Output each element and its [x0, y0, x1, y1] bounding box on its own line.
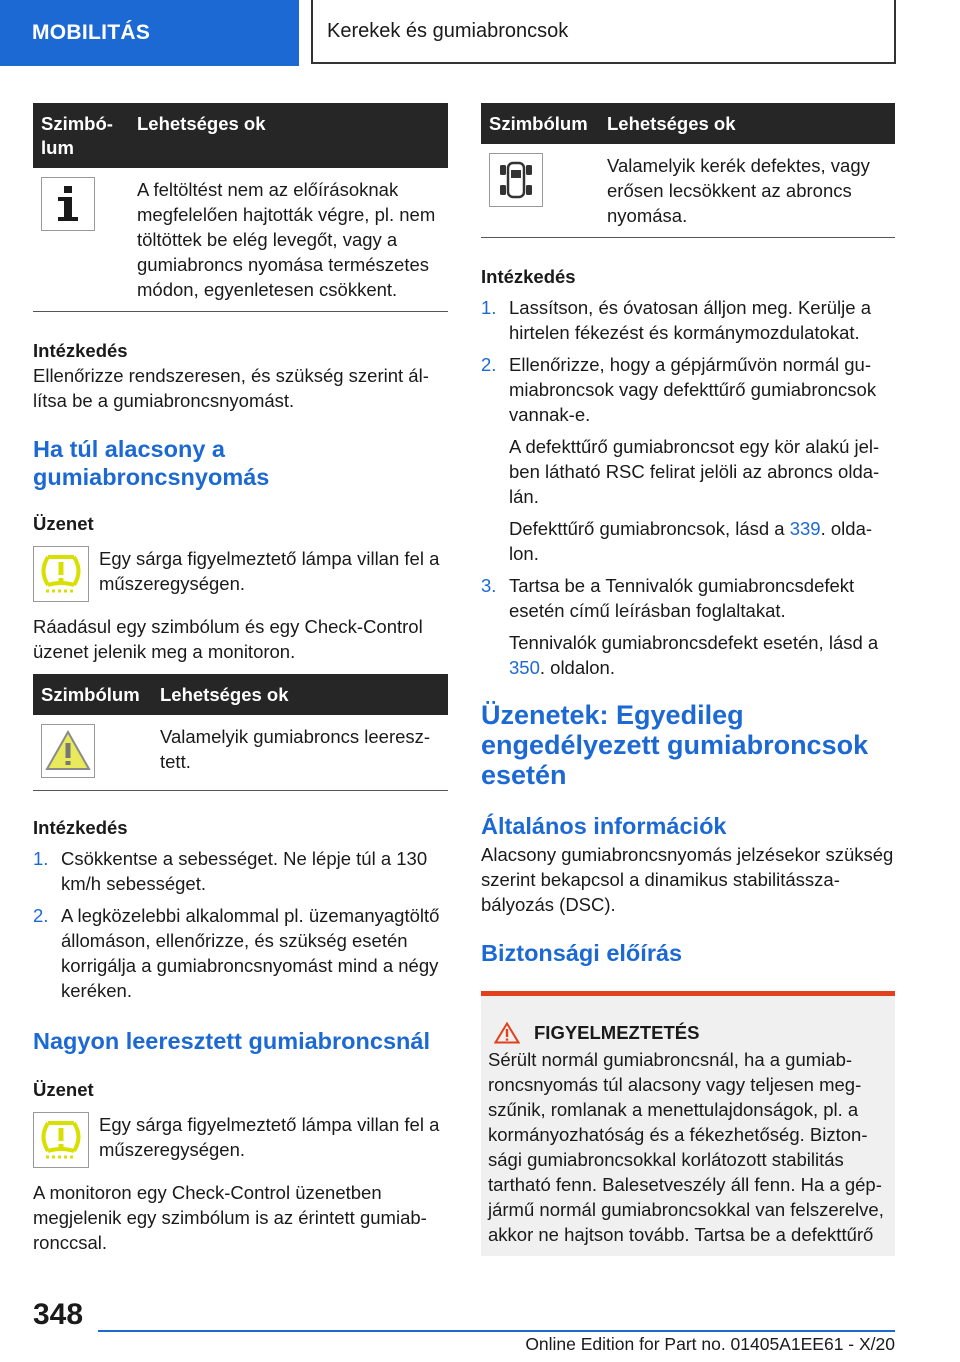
table-header-cause: Lehetséges ok	[599, 103, 895, 144]
step-text: Tartsa be a Tennivalók gumiabroncsdefekt esetén című leírásban foglaltakat.	[509, 575, 855, 621]
footer-divider	[98, 1330, 895, 1332]
list-item	[481, 295, 895, 345]
step-note: A defekttűrő gumiabroncsot egy kör alakú jelben látható RSC felirat jelöli az abroncs oldalán.	[509, 436, 880, 507]
cause-text: A feltöltést nem az előírásoknak megfelelően hajtották végre, pl. nem töltöttek be elég levegőt, vagy a gumiabroncs nyomása természetes módon, egyenletesen csökkent.	[129, 168, 448, 312]
step-number: 1.	[481, 297, 497, 318]
message-row	[33, 546, 448, 602]
message-text: Egy sárga figyelmeztető lámpa villan fel a műszeregységen.	[99, 548, 440, 594]
step-number: 2.	[33, 905, 49, 926]
step-note	[509, 630, 895, 680]
list-item	[481, 352, 895, 566]
table-header-symbol: Szimbólum	[33, 103, 129, 168]
cause-text: Valamelyik kerék defektes, vagy erősen lecsökkent az abroncs nyomása.	[599, 144, 895, 238]
warning-text: Sérült normál gumiabroncsnál, ha a gumiabroncsnyomás túl alacsony vagy teljesen megszűnik, romlanak a menettulajdonságok, pl. a kormányozhatóság és a fékezhetőség. Biztonsági gumiabroncsokkal korlátozott stabilitás tartható fenn. Balesetveszély áll fenn. Ha a gépjármű normál gumiabroncsokkal van felszerelve, akkor ne hajtson tovább. Tartsa be a defekttűrő	[488, 1049, 884, 1245]
message-row	[33, 1112, 448, 1168]
symbol-table-info	[33, 103, 448, 312]
warning-triangle-icon	[494, 1022, 520, 1044]
section-title-flat: Nagyon leeresztett gumiabroncsnál	[33, 1028, 430, 1054]
note-text: Tennivalók gumiabroncsdefekt esetén, lásd a	[509, 632, 879, 653]
list-item	[481, 573, 895, 680]
action-heading: Intézkedés	[33, 340, 128, 361]
step-number: 1.	[33, 848, 49, 869]
car-tire-icon	[489, 153, 543, 207]
page-header	[0, 0, 960, 66]
message-extra: A monitoron egy Check-Control üzenetben megjelenik egy szimbólum is az érintett gumiabronccsal.	[33, 1182, 427, 1253]
table-header-symbol: Szimbólum	[33, 674, 152, 715]
action-heading: Intézkedés	[481, 266, 576, 287]
right-column	[481, 103, 895, 1256]
cause-text: Valamelyik gumiabroncs leeresztett.	[152, 715, 448, 791]
step-note	[509, 516, 895, 566]
table-header-cause: Lehetséges ok	[129, 103, 448, 168]
subsection-title-safety: Biztonsági előírás	[481, 940, 683, 966]
footer-edition: Online Edition for Part no. 01405A1EE61 - X/20	[525, 1334, 895, 1354]
symbol-table-flat	[33, 674, 448, 791]
table-header-cause: Lehetséges ok	[152, 674, 448, 715]
list-item	[33, 903, 448, 1003]
message-text: Egy sárga figyelmeztető lámpa villan fel a műszeregységen.	[99, 1114, 440, 1160]
section-title-approved-tires: Üzenetek: Egyedileg engedélyezett gumiabroncsok esetén	[481, 700, 869, 790]
note-text: Defekttűrő gumiabroncsok, lásd a	[509, 518, 790, 539]
table-row	[33, 168, 448, 312]
step-text: Csökkentse a sebességet. Ne lépje túl a 130 km/h sebességet.	[61, 848, 428, 894]
list-item	[33, 846, 448, 896]
action-text: Ellenőrizze rendszeresen, és szükség szerint állítsa be a gumiabroncsnyomást.	[33, 365, 429, 411]
table-row	[33, 715, 448, 791]
symbol-table-tire	[481, 103, 895, 238]
table-header-symbol: Szimbólum	[481, 103, 599, 144]
step-number: 2.	[481, 354, 497, 375]
section-title-low-pressure: Ha túl alacsony a gumiabroncsnyomás	[33, 436, 270, 490]
warning-triangle-icon	[41, 724, 95, 778]
message-heading: Üzenet	[33, 513, 94, 534]
info-icon	[41, 177, 95, 231]
page-link-350[interactable]: 350	[509, 657, 540, 678]
message-extra: Ráadásul egy szimbólum és egy Check-Control üzenet jelenik meg a monitoron.	[33, 616, 423, 662]
warning-box	[481, 991, 895, 1256]
general-text: Alacsony gumiabroncsnyomás jelzésekor szükség szerint bekapcsol a dinamikus stabilitásszabályozás (DSC).	[481, 844, 894, 915]
left-column	[33, 103, 448, 1255]
chapter-title: Kerekek és gumiabroncsok	[311, 0, 896, 64]
note-text: . oldalon.	[509, 518, 873, 564]
page-number: 348	[33, 1298, 84, 1331]
action-steps	[481, 295, 895, 680]
action-heading: Intézkedés	[33, 817, 128, 838]
step-number: 3.	[481, 575, 497, 596]
message-heading: Üzenet	[33, 1079, 94, 1100]
step-text: A legközelebbi alkalommal pl. üzemanyagtöltő állomáson, ellenőrizze, és szükség esetén korrigálja a gumiabroncsnyomást mind a négy keréken.	[61, 905, 440, 1001]
section-tab[interactable]: MOBILITÁS	[0, 0, 299, 66]
tpms-warning-lamp-icon	[33, 546, 89, 602]
action-steps	[33, 846, 448, 1003]
page-link-339[interactable]: 339	[789, 518, 821, 539]
table-row	[481, 144, 895, 238]
step-text: Lassítson, és óvatosan álljon meg. Kerülje a hirtelen fékezést és kormánymozdulatokat.	[509, 297, 871, 343]
step-text: Ellenőrizze, hogy a gépjárművön normál gumiabroncsok vagy defekttűrő gumiabroncsok vannak-e.	[509, 354, 877, 425]
tpms-warning-lamp-icon	[33, 1112, 89, 1168]
subsection-title-general: Általános információk	[481, 813, 727, 839]
note-text: . oldalon.	[539, 657, 615, 678]
warning-title: FIGYELMEZTETÉS	[534, 1022, 700, 1043]
